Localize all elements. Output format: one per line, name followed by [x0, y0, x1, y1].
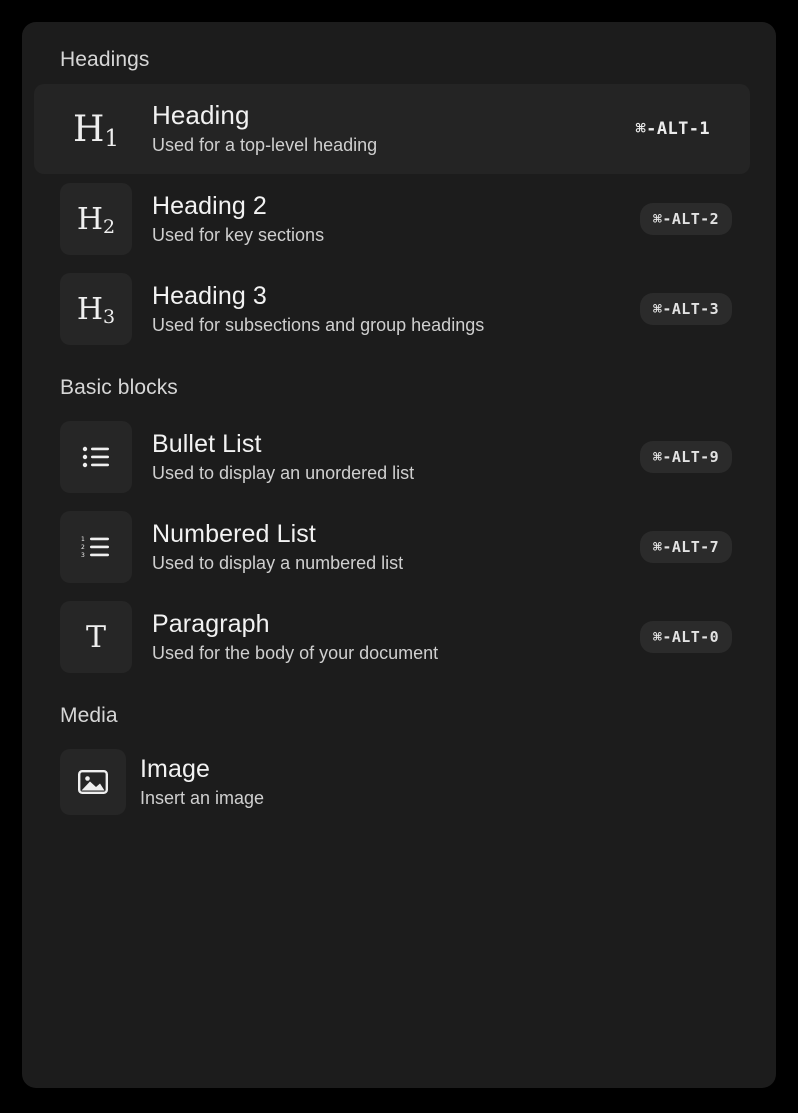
- menu-item-text-group: [152, 282, 620, 336]
- menu-item-text-group: [152, 610, 620, 664]
- menu-item-bullet-list[interactable]: [60, 412, 750, 502]
- menu-item-text-group: [152, 430, 620, 484]
- heading-3-icon: [60, 273, 132, 345]
- menu-item-numbered-list[interactable]: [60, 502, 750, 592]
- heading-2-icon: [60, 183, 132, 255]
- menu-item-text-group: [152, 101, 603, 156]
- menu-item-heading-2[interactable]: [60, 174, 750, 264]
- heading-3-icon-letter: H: [76, 291, 104, 327]
- menu-item-heading-1[interactable]: [34, 84, 750, 174]
- menu-item-description: Used for a top-level heading: [152, 135, 378, 156]
- section-label-headings: Headings: [60, 48, 150, 71]
- svg-text:1: 1: [81, 536, 85, 543]
- section-label-media: Media: [60, 704, 118, 727]
- menu-item-paragraph[interactable]: [60, 592, 750, 682]
- menu-item-title: Heading 2: [152, 191, 267, 220]
- menu-item-heading-3[interactable]: [60, 264, 750, 354]
- section-label-basic-blocks: Basic blocks: [60, 376, 178, 399]
- menu-item-title: Bullet List: [152, 429, 262, 458]
- heading-3-icon-level: 3: [103, 305, 116, 328]
- block-type-menu: [22, 22, 776, 1088]
- menu-item-shortcut: ⌘-ALT-2: [640, 203, 732, 235]
- heading-2-icon-letter: H: [76, 201, 104, 237]
- heading-2-icon-level: 2: [103, 215, 116, 238]
- svg-text:3: 3: [81, 552, 85, 559]
- heading-1-icon-letter: H: [72, 108, 105, 150]
- menu-item-title: Numbered List: [152, 519, 316, 548]
- menu-item-description: Used for the body of your document: [152, 642, 439, 663]
- menu-item-description: Used to display an unordered list: [152, 462, 415, 483]
- menu-item-text-group: [140, 755, 692, 809]
- menu-item-description: Used for subsections and group headings: [152, 314, 485, 335]
- numbered-list-icon: [60, 511, 132, 583]
- menu-item-shortcut: ⌘-ALT-7: [640, 531, 732, 563]
- heading-1-icon: [60, 93, 132, 165]
- menu-item-shortcut: ⌘-ALT-3: [640, 293, 732, 325]
- menu-item-title: Heading 3: [152, 281, 267, 310]
- menu-item-text-group: [152, 192, 620, 246]
- menu-item-text-group: [152, 520, 620, 574]
- menu-item-image[interactable]: [60, 740, 750, 824]
- paragraph-icon: [60, 601, 132, 673]
- menu-item-title: Image: [140, 754, 210, 783]
- menu-item-description: Insert an image: [140, 787, 265, 808]
- menu-item-description: Used to display a numbered list: [152, 552, 404, 573]
- menu-item-shortcut: ⌘-ALT-9: [640, 441, 732, 473]
- paragraph-icon-letter: T: [85, 619, 106, 655]
- image-icon: [60, 749, 126, 815]
- svg-text:2: 2: [81, 544, 85, 551]
- menu-item-title: Paragraph: [152, 609, 270, 638]
- bullet-list-icon: [60, 421, 132, 493]
- menu-item-title: Heading: [152, 100, 250, 131]
- menu-item-description: Used for key sections: [152, 224, 325, 245]
- menu-item-shortcut: ⌘-ALT-0: [640, 621, 732, 653]
- menu-item-shortcut: [706, 775, 732, 789]
- heading-1-icon-level: 1: [104, 125, 120, 152]
- menu-item-shortcut: ⌘-ALT-1: [635, 119, 710, 139]
